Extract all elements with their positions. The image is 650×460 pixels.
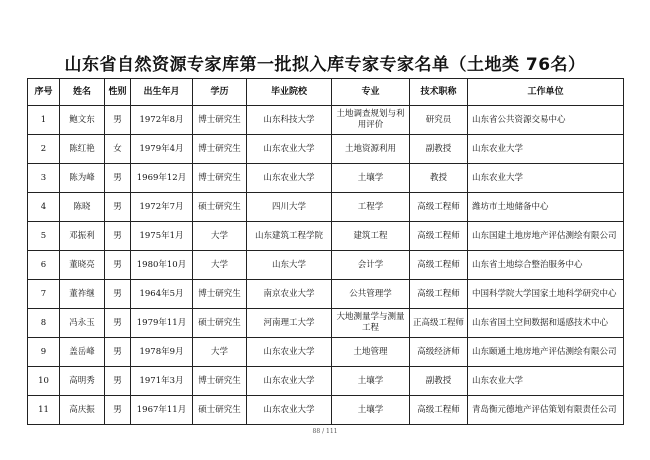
cell-birth: 1978年9月 (131, 338, 193, 367)
cell-birth: 1967年11月 (131, 396, 193, 425)
table-row (28, 367, 624, 396)
table-row (28, 135, 624, 164)
cell-index: 9 (28, 338, 60, 367)
cell-employer: 山东农业大学 (468, 164, 624, 193)
cell-name: 邓振利 (60, 222, 105, 251)
table-row (28, 222, 624, 251)
header-major: 专业 (332, 79, 410, 106)
expert-roster-table (27, 78, 624, 425)
cell-school: 南京农业大学 (247, 280, 332, 309)
header-school: 毕业院校 (247, 79, 332, 106)
cell-gender: 男 (105, 280, 131, 309)
cell-birth: 1980年10月 (131, 251, 193, 280)
cell-name: 高明秀 (60, 367, 105, 396)
cell-school: 山东农业大学 (247, 135, 332, 164)
table-row (28, 106, 624, 135)
table-row (28, 309, 624, 338)
cell-index: 10 (28, 367, 60, 396)
cell-name: 冯永玉 (60, 309, 105, 338)
cell-major: 建筑工程 (332, 222, 410, 251)
cell-index: 7 (28, 280, 60, 309)
cell-major: 工程学 (332, 193, 410, 222)
cell-title: 副教授 (410, 367, 468, 396)
cell-major: 土地管理 (332, 338, 410, 367)
cell-school: 山东科技大学 (247, 106, 332, 135)
cell-index: 6 (28, 251, 60, 280)
cell-employer: 山东农业大学 (468, 367, 624, 396)
cell-index: 2 (28, 135, 60, 164)
cell-name: 董晓亮 (60, 251, 105, 280)
cell-title: 高级工程师 (410, 251, 468, 280)
cell-education: 博士研究生 (193, 106, 247, 135)
cell-index: 11 (28, 396, 60, 425)
cell-major: 土壤学 (332, 164, 410, 193)
cell-gender: 男 (105, 309, 131, 338)
cell-gender: 男 (105, 367, 131, 396)
cell-title: 高级工程师 (410, 222, 468, 251)
header-index: 序号 (28, 79, 60, 106)
cell-education: 博士研究生 (193, 164, 247, 193)
cell-name: 陈红艳 (60, 135, 105, 164)
cell-gender: 男 (105, 396, 131, 425)
cell-gender: 男 (105, 222, 131, 251)
cell-employer: 中国科学院大学国家土地科学研究中心 (468, 280, 624, 309)
cell-title: 高级工程师 (410, 396, 468, 425)
table-header-row (28, 79, 624, 106)
cell-name: 高庆振 (60, 396, 105, 425)
cell-education: 博士研究生 (193, 280, 247, 309)
cell-major: 大地测量学与测量工程 (332, 309, 410, 338)
header-education: 学历 (193, 79, 247, 106)
cell-education: 硕士研究生 (193, 396, 247, 425)
cell-title: 教授 (410, 164, 468, 193)
cell-title: 高级工程师 (410, 280, 468, 309)
cell-title: 高级经济师 (410, 338, 468, 367)
table-row (28, 280, 624, 309)
cell-gender: 男 (105, 193, 131, 222)
cell-title: 正高级工程师 (410, 309, 468, 338)
cell-school: 河南理工大学 (247, 309, 332, 338)
cell-education: 大学 (193, 222, 247, 251)
cell-school: 山东建筑工程学院 (247, 222, 332, 251)
cell-gender: 男 (105, 106, 131, 135)
header-gender: 性别 (105, 79, 131, 106)
cell-birth: 1969年12月 (131, 164, 193, 193)
cell-gender: 男 (105, 338, 131, 367)
header-birth: 出生年月 (131, 79, 193, 106)
cell-employer: 山东颐通土地房地产评估测绘有限公司 (468, 338, 624, 367)
cell-major: 土壤学 (332, 367, 410, 396)
cell-name: 鲍文东 (60, 106, 105, 135)
cell-index: 5 (28, 222, 60, 251)
cell-birth: 1972年8月 (131, 106, 193, 135)
cell-school: 山东农业大学 (247, 367, 332, 396)
cell-index: 1 (28, 106, 60, 135)
cell-education: 博士研究生 (193, 367, 247, 396)
cell-gender: 女 (105, 135, 131, 164)
cell-major: 会计学 (332, 251, 410, 280)
cell-education: 大学 (193, 251, 247, 280)
table-row (28, 251, 624, 280)
cell-major: 土地调查规划与利用评价 (332, 106, 410, 135)
cell-title: 副教授 (410, 135, 468, 164)
cell-education: 硕士研究生 (193, 193, 247, 222)
cell-name: 董祚继 (60, 280, 105, 309)
document-title: 山东省自然资源专家库第一批拟入库专家专家名单（土地类 76名） (64, 55, 586, 75)
cell-birth: 1972年7月 (131, 193, 193, 222)
cell-birth: 1979年4月 (131, 135, 193, 164)
cell-name: 陈晓 (60, 193, 105, 222)
cell-employer: 山东省土地综合整治服务中心 (468, 251, 624, 280)
table-row (28, 193, 624, 222)
cell-index: 8 (28, 309, 60, 338)
cell-major: 土壤学 (332, 396, 410, 425)
cell-title: 研究员 (410, 106, 468, 135)
page-number: 88 / 111 (312, 428, 338, 435)
cell-birth: 1964年5月 (131, 280, 193, 309)
cell-school: 四川大学 (247, 193, 332, 222)
table-row (28, 338, 624, 367)
cell-birth: 1971年3月 (131, 367, 193, 396)
cell-major: 公共管理学 (332, 280, 410, 309)
cell-school: 山东大学 (247, 251, 332, 280)
cell-employer: 山东国建土地房地产评估测绘有限公司 (468, 222, 624, 251)
cell-education: 大学 (193, 338, 247, 367)
cell-major: 土地资源利用 (332, 135, 410, 164)
cell-index: 4 (28, 193, 60, 222)
cell-school: 山东农业大学 (247, 338, 332, 367)
cell-school: 山东农业大学 (247, 164, 332, 193)
cell-gender: 男 (105, 164, 131, 193)
header-employer: 工作单位 (468, 79, 624, 106)
cell-employer: 山东省公共资源交易中心 (468, 106, 624, 135)
cell-employer: 山东省国土空间数据和遥感技术中心 (468, 309, 624, 338)
cell-employer: 潍坊市土地储备中心 (468, 193, 624, 222)
cell-gender: 男 (105, 251, 131, 280)
header-title: 技术职称 (410, 79, 468, 106)
cell-birth: 1975年1月 (131, 222, 193, 251)
table-row (28, 164, 624, 193)
cell-employer: 青岛衡元德地产评估策划有限责任公司 (468, 396, 624, 425)
cell-education: 博士研究生 (193, 135, 247, 164)
cell-employer: 山东农业大学 (468, 135, 624, 164)
header-name: 姓名 (60, 79, 105, 106)
cell-school: 山东农业大学 (247, 396, 332, 425)
cell-index: 3 (28, 164, 60, 193)
table-row (28, 396, 624, 425)
cell-education: 硕士研究生 (193, 309, 247, 338)
cell-birth: 1979年11月 (131, 309, 193, 338)
cell-title: 高级工程师 (410, 193, 468, 222)
cell-name: 陈为峰 (60, 164, 105, 193)
cell-name: 盖岳峰 (60, 338, 105, 367)
